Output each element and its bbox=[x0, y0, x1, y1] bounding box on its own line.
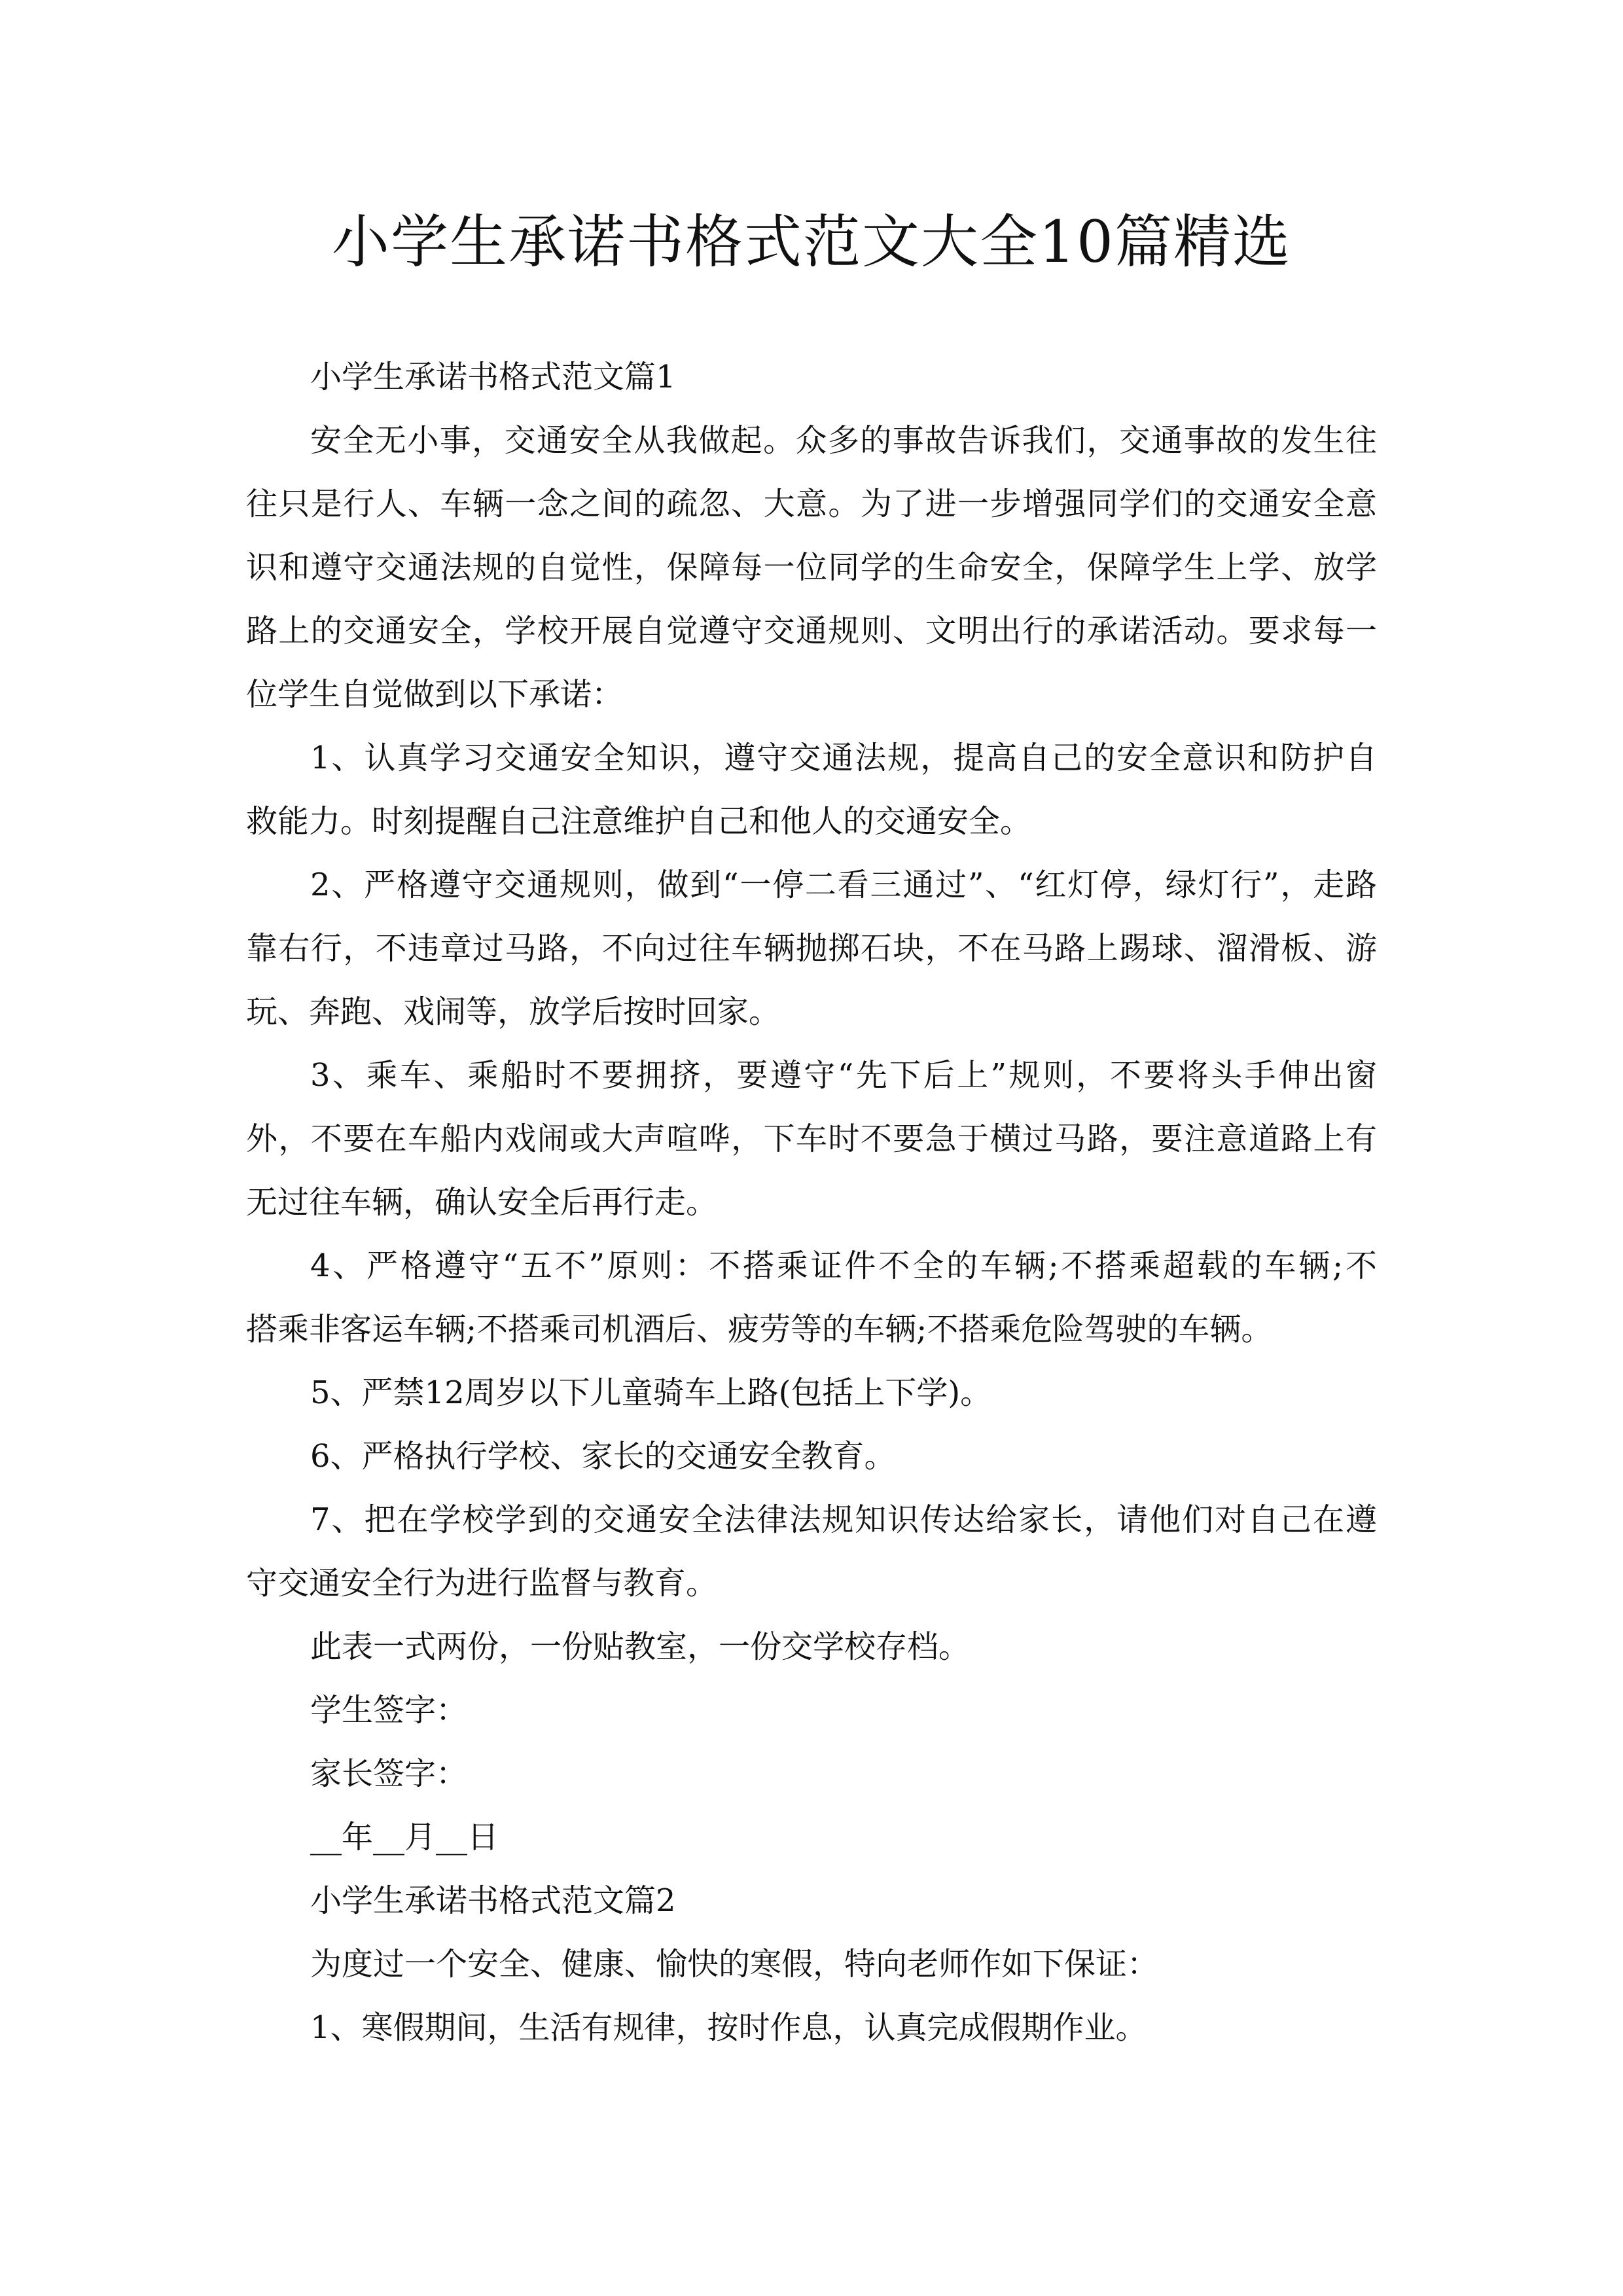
text-line: 靠右行，不违章过马路，不向过往车辆抛掷石块，不在马路上踢球、溜滑板、游 bbox=[246, 930, 1377, 967]
text-line: 救能力。时刻提醒自己注意维护自己和他人的交通安全。 bbox=[246, 803, 1032, 840]
text-line: 往只是行人、车辆一念之间的疏忽、大意。为了进一步增强同学们的交通安全意 bbox=[246, 486, 1377, 522]
text-line: 4、严格遵守“五不”原则：不搭乘证件不全的车辆;不搭乘超载的车辆;不 bbox=[310, 1247, 1377, 1284]
text-line: 外，不要在车船内戏闹或大声喧哗，下车时不要急于横过马路，要注意道路上有 bbox=[246, 1121, 1377, 1157]
text-line: 2、严格遵守交通规则，做到“一停二看三通过”、“红灯停，绿灯行”，走路 bbox=[310, 867, 1377, 903]
text-line: 此表一式两份，一份贴教室，一份交学校存档。 bbox=[310, 1628, 971, 1665]
paragraph bbox=[246, 1869, 1377, 1933]
text-line: 小学生承诺书格式范文篇1 bbox=[310, 359, 676, 395]
text-line: 3、乘车、乘船时不要拥挤，要遵守“先下后上”规则，不要将头手伸出窗 bbox=[310, 1057, 1377, 1094]
document-body bbox=[246, 346, 1377, 2060]
text-line: 家长签字： bbox=[310, 1755, 468, 1792]
paragraph bbox=[246, 1234, 1377, 1361]
paragraph bbox=[246, 853, 1377, 1044]
paragraph bbox=[246, 1996, 1377, 2060]
text-line: 学生签字： bbox=[310, 1692, 468, 1729]
paragraph bbox=[246, 726, 1377, 853]
text-line: 玩、奔跑、戏闹等，放学后按时回家。 bbox=[246, 994, 781, 1030]
paragraph bbox=[246, 1806, 1377, 1869]
text-line: 小学生承诺书格式范文篇2 bbox=[310, 1882, 676, 1919]
text-line: 5、严禁12周岁以下儿童骑车上路(包括上下学)。 bbox=[310, 1374, 992, 1411]
document-title: 小学生承诺书格式范文大全10篇精选 bbox=[332, 208, 1291, 276]
text-line: 搭乘非客运车辆;不搭乘司机酒后、疲劳等的车辆;不搭乘危险驾驶的车辆。 bbox=[246, 1311, 1273, 1348]
paragraph bbox=[246, 409, 1377, 726]
paragraph bbox=[246, 1044, 1377, 1234]
text-line: 7、把在学校学到的交通安全法律法规知识传达给家长，请他们对自己在遵 bbox=[310, 1501, 1377, 1538]
paragraph bbox=[246, 1679, 1377, 1742]
text-line: 6、严格执行学校、家长的交通安全教育。 bbox=[310, 1438, 896, 1475]
paragraph bbox=[246, 1742, 1377, 1806]
paragraph bbox=[246, 346, 1377, 409]
text-line: 位学生自觉做到以下承诺： bbox=[246, 676, 624, 713]
text-line: 安全无小事，交通安全从我做起。众多的事故告诉我们，交通事故的发生往 bbox=[310, 422, 1377, 459]
paragraph bbox=[246, 1361, 1377, 1425]
paragraph bbox=[246, 1615, 1377, 1679]
text-line: 路上的交通安全，学校开展自觉遵守交通规则、文明出行的承诺活动。要求每一 bbox=[246, 613, 1377, 649]
text-line: 1、认真学习交通安全知识，遵守交通法规，提高自己的安全意识和防护自 bbox=[310, 740, 1377, 776]
text-line: __年__月__日 bbox=[310, 1819, 499, 1856]
text-line: 为度过一个安全、健康、愉快的寒假，特向老师作如下保证： bbox=[310, 1946, 1159, 1982]
text-line: 识和遵守交通法规的自觉性，保障每一位同学的生命安全，保障学生上学、放学 bbox=[246, 549, 1377, 586]
paragraph bbox=[246, 1425, 1377, 1488]
text-line: 守交通安全行为进行监督与教育。 bbox=[246, 1565, 718, 1602]
text-line: 无过往车辆，确认安全后再行走。 bbox=[246, 1184, 718, 1221]
paragraph bbox=[246, 1933, 1377, 1996]
text-line: 1、寒假期间，生活有规律，按时作息，认真完成假期作业。 bbox=[310, 2009, 1147, 2046]
paragraph bbox=[246, 1488, 1377, 1615]
